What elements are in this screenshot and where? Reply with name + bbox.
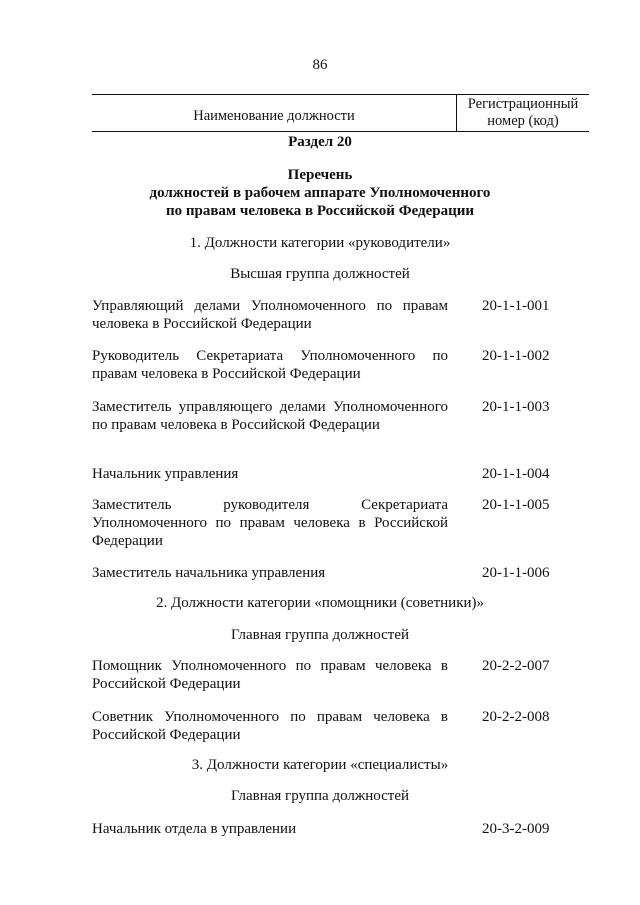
- group-heading: Главная группа должностей: [230, 788, 410, 804]
- position-code: 20-1-1-001: [482, 298, 550, 314]
- position-row: [92, 465, 562, 483]
- position-code: 20-1-1-002: [482, 348, 550, 364]
- header-code-line2: номер (код): [487, 113, 559, 129]
- position-name: Начальник управления: [92, 466, 239, 482]
- header-code-column: [456, 95, 589, 131]
- position-row: [92, 708, 562, 744]
- list-title: [0, 166, 640, 220]
- category-heading: 3. Должности категории «специалисты»: [191, 757, 449, 773]
- position-row: [92, 496, 562, 550]
- header-name-column: Наименование должности: [193, 107, 355, 124]
- position-code: 20-1-1-003: [482, 399, 550, 415]
- position-code: 20-2-2-008: [482, 709, 550, 725]
- page-number: 86: [312, 57, 328, 73]
- position-row: [92, 657, 562, 693]
- section-title: Раздел 20: [288, 134, 352, 150]
- position-name: Заместитель начальника управления: [92, 565, 326, 581]
- header-code-line1: Регистрационный: [467, 96, 579, 112]
- list-title-line1: Перечень: [287, 167, 353, 183]
- position-row: [92, 347, 562, 383]
- group-heading: Высшая группа должностей: [230, 266, 410, 282]
- group-heading: Главная группа должностей: [230, 627, 410, 643]
- position-code: 20-2-2-007: [482, 658, 550, 674]
- position-name: Руководитель Секретариата Уполномоченного по правам человека в Российской Федерации: [92, 348, 448, 382]
- position-name: Заместитель руководителя Секретариата Уполномоченного по правам человека в Российской Федерации: [92, 497, 448, 549]
- position-name: Начальник отдела в управлении: [92, 821, 297, 837]
- position-name: Помощник Уполномоченного по правам человека в Российской Федерации: [92, 658, 448, 692]
- category-heading: 2. Должности категории «помощники (советники)»: [155, 595, 485, 611]
- position-code: 20-1-1-004: [482, 466, 550, 482]
- position-row: [92, 398, 562, 434]
- position-row: [92, 297, 562, 333]
- position-code: 20-3-2-009: [482, 821, 550, 837]
- position-name: Управляющий делами Уполномоченного по правам человека в Российской Федерации: [92, 298, 448, 332]
- position-name: Советник Уполномоченного по правам человека в Российской Федерации: [92, 709, 448, 743]
- list-title-line3: по правам человека в Российской Федерации: [165, 203, 475, 219]
- position-code: 20-1-1-005: [482, 497, 550, 513]
- position-row: [92, 564, 562, 582]
- position-name: Заместитель управляющего делами Уполномоченного по правам человека в Российской Федерации: [92, 399, 448, 433]
- table-header: [92, 94, 589, 132]
- list-title-line2: должностей в рабочем аппарате Уполномоченного: [149, 185, 491, 201]
- position-code: 20-1-1-006: [482, 565, 550, 581]
- position-row: [92, 820, 562, 838]
- category-heading: 1. Должности категории «руководители»: [189, 235, 451, 251]
